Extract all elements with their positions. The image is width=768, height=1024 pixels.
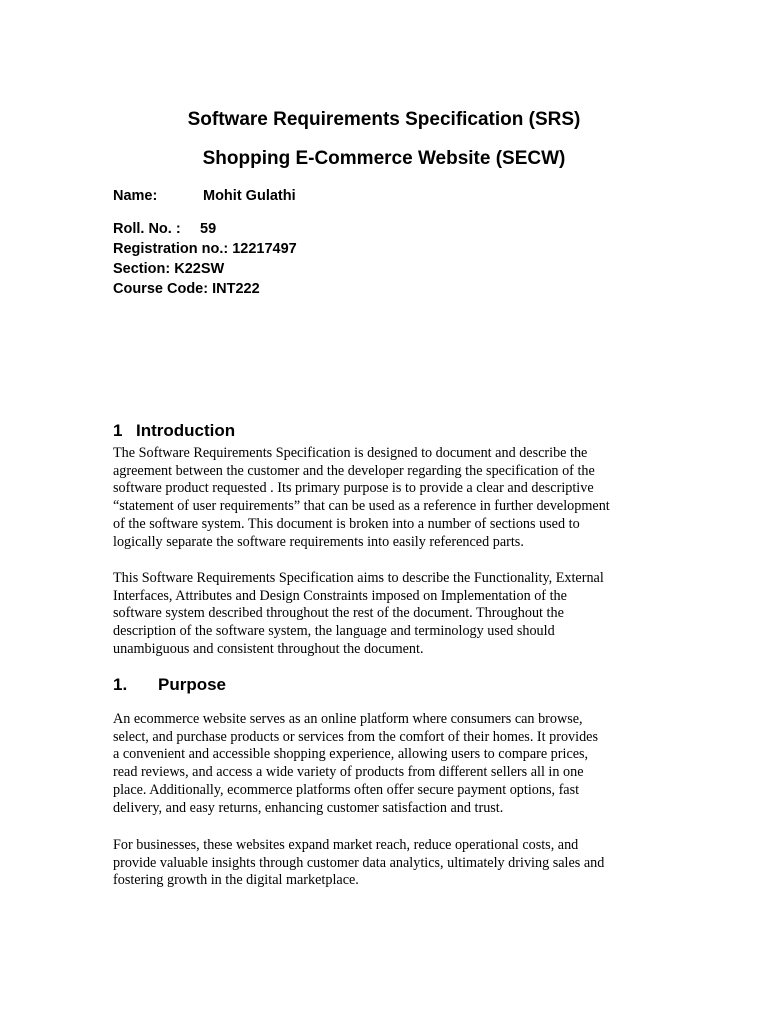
text-line: software system described throughout the rest of the document. Throughout the xyxy=(113,605,564,622)
text-line: This Software Requirements Specification aims to describe the Functionality, External xyxy=(113,570,604,586)
text-line: software product requested . Its primary purpose is to provide a clear and descriptive xyxy=(113,480,594,497)
name-value: Mohit Gulathi xyxy=(203,188,296,204)
purpose-paragraph-1 xyxy=(113,711,653,817)
text-line: of the software system. This document is broken into a number of sections used to xyxy=(113,515,580,532)
section-info: Section: K22SW xyxy=(113,261,225,277)
introduction-paragraph-1 xyxy=(113,445,653,551)
roll-number-row xyxy=(113,219,216,239)
registration-number: Registration no.: 12217497 xyxy=(113,241,297,257)
text-line: For businesses, these websites expand market reach, reduce operational costs, and xyxy=(113,837,579,853)
text-line: Interfaces, Attributes and Design Constraints imposed on Implementation of the xyxy=(113,587,567,604)
text-line: place. Additionally, ecommerce platforms often offer secure payment options, fast xyxy=(113,781,580,798)
text-line: An ecommerce website serves as an online platform where consumers can browse, xyxy=(113,711,583,727)
purpose-paragraph-2 xyxy=(113,837,653,890)
text-line: fostering growth in the digital marketplace. xyxy=(113,872,359,889)
introduction-heading xyxy=(113,421,235,441)
text-line: read reviews, and access a wide variety of products from different sellers all in one xyxy=(113,764,584,781)
text-line: unambiguous and consistent throughout the document. xyxy=(113,640,424,657)
text-line: logically separate the software requirements into easily referenced parts. xyxy=(113,533,524,550)
text-line: agreement between the customer and the developer regarding the specification of the xyxy=(113,462,595,479)
purpose-heading xyxy=(113,675,226,695)
roll-label: Roll. No. : xyxy=(113,221,181,237)
document-subtitle: Shopping E-Commerce Website (SECW) xyxy=(202,148,566,169)
roll-value: 59 xyxy=(200,221,217,237)
student-name-row xyxy=(113,186,296,206)
text-line: description of the software system, the language and terminology used should xyxy=(113,623,555,640)
course-code: Course Code: INT222 xyxy=(113,281,260,297)
introduction-paragraph-2 xyxy=(113,570,653,659)
purpose-title: Purpose xyxy=(158,675,227,694)
text-line: a convenient and accessible shopping experience, allowing users to compare prices, xyxy=(113,746,589,763)
document-title: Software Requirements Specification (SRS) xyxy=(187,109,581,130)
text-line: “statement of user requirements” that can be used as a reference in further development xyxy=(113,498,610,515)
text-line: select, and purchase products or services from the comfort of their homes. It provides xyxy=(113,728,598,745)
purpose-number: 1. xyxy=(113,675,128,694)
text-line: delivery, and easy returns, enhancing customer satisfaction and trust. xyxy=(113,799,504,816)
introduction-title: Introduction xyxy=(136,421,236,440)
introduction-number: 1 xyxy=(113,421,123,440)
text-line: provide valuable insights through customer data analytics, ultimately driving sales and xyxy=(113,854,605,871)
name-label: Name: xyxy=(113,188,158,204)
text-line: The Software Requirements Specification is designed to document and describe the xyxy=(113,445,588,461)
